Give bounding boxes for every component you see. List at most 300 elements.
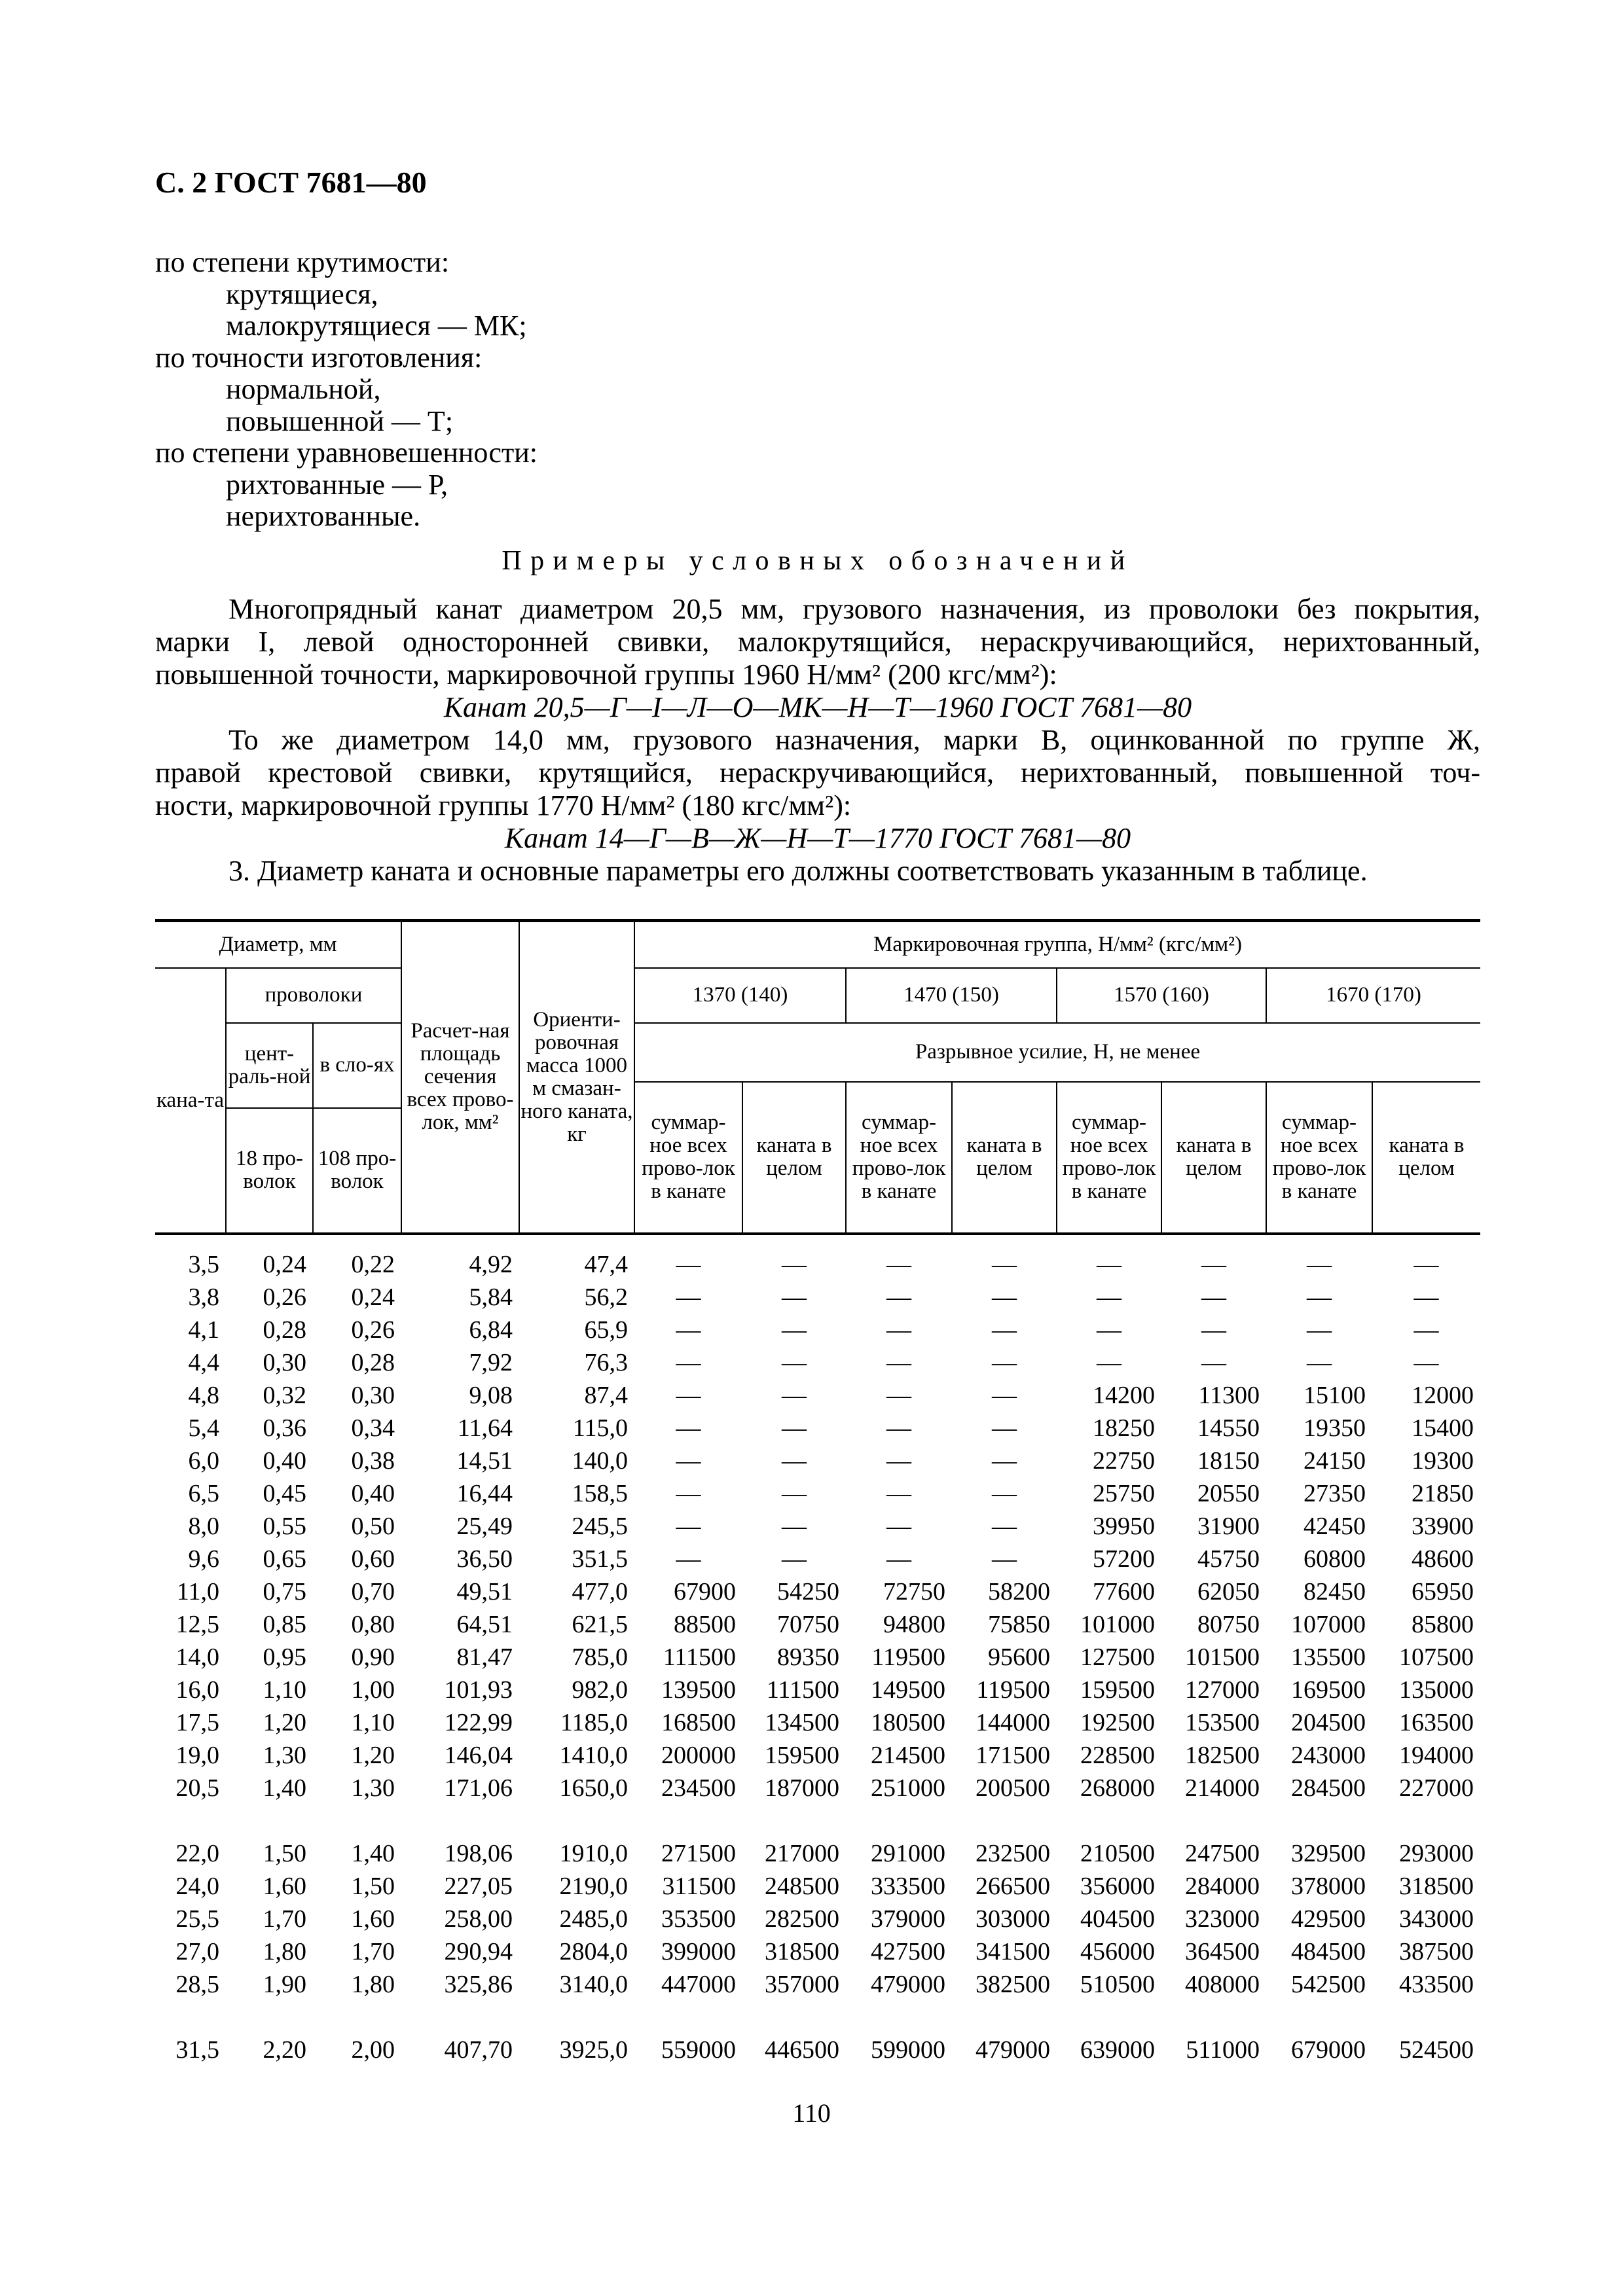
header-sum-wires: суммар-ное всех прово-лок в канате [1266,1082,1372,1234]
classification-item: повышенной — Т; [226,404,454,437]
table-cell: — [782,1513,807,1540]
table-cell: — [782,1545,807,1573]
table-cell: 1,60 [263,1873,306,1900]
header-area: Расчет-ная площадь сечения всех прово-лок, мм² [401,921,519,1234]
table-cell: — [1201,1349,1226,1376]
table-cell: — [992,1382,1017,1409]
table-cell: 408000 [1185,1971,1260,1998]
table-cell: 194000 [1399,1742,1474,1769]
table-cell: — [1201,1316,1226,1344]
table-cell: 20550 [1197,1480,1260,1507]
table-cell: 477,0 [572,1578,628,1605]
table-cell: 0,26 [263,1283,306,1311]
table-cell: — [886,1414,911,1442]
table-cell: 169500 [1291,1676,1366,1704]
header-sum-wires: суммар-ное всех прово-лок в канате [846,1082,952,1234]
table-cell: 0,95 [263,1643,306,1671]
table-cell: 387500 [1399,1938,1474,1965]
table-cell: 510500 [1080,1971,1155,1998]
spacer-cell [155,1804,1480,1837]
table-cell: 479000 [976,2036,1050,2064]
table-cell: — [782,1349,807,1376]
table-cell: 45750 [1197,1545,1260,1573]
table-cell: 15400 [1412,1414,1474,1442]
table-cell: — [1097,1251,1122,1278]
table-cell: — [1307,1349,1332,1376]
table-cell: 1,40 [351,1840,395,1867]
table-cell: 115,0 [572,1414,628,1442]
header-rope-whole: каната в целом [1372,1082,1480,1234]
table-cell: 1,80 [263,1938,306,1965]
table-cell: 433500 [1399,1971,1474,1998]
table-cell: 163500 [1399,1709,1474,1736]
table-cell: 9,08 [469,1382,513,1409]
table-cell: 318500 [1399,1873,1474,1900]
table-cell: 22750 [1093,1447,1155,1475]
table-cell: — [782,1283,807,1311]
table-cell: 168500 [661,1709,736,1736]
table-cell: — [1307,1251,1332,1278]
table-cell: — [1307,1316,1332,1344]
table-cell: 47,4 [584,1251,628,1278]
table-header [155,919,1480,1235]
table-cell: 303000 [976,1905,1050,1933]
table-cell: — [886,1349,911,1376]
table-cell: 140,0 [572,1447,628,1475]
table-cell: 65950 [1412,1578,1474,1605]
header-marking-group: Маркировочная группа, Н/мм² (кгс/мм²) [634,921,1480,968]
designation-example-1: Канат 20,5—Г—I—Л—О—МК—Н—Т—1960 ГОСТ 7681—80 [443,691,1192,723]
table-cell: 25750 [1093,1480,1155,1507]
table-cell: 599000 [871,2036,945,2064]
table-cell: — [676,1545,701,1573]
table-cell: 479000 [871,1971,945,1998]
table-cell: 14,51 [456,1447,513,1475]
header-group-1470: 1470 (150) [846,968,1057,1023]
table-cell: 4,8 [188,1382,219,1409]
table-cell: 19350 [1304,1414,1366,1442]
table-cell: 511000 [1186,2036,1260,2064]
table-cell: 14,0 [175,1643,219,1671]
paragraph-line: повышенной точности, маркировочной группы 1960 Н/мм² (200 кгс/мм²): [155,658,1057,691]
paragraph-line: То же диаметром 14,0 мм, грузового назначения, марки В, оцинкованной по группе Ж, [228,724,1480,756]
table-cell: 9,6 [188,1545,219,1573]
table-cell: 1650,0 [559,1774,628,1802]
table-cell: 251000 [871,1774,945,1802]
table-cell: — [992,1447,1017,1475]
table-cell: 18250 [1093,1414,1155,1442]
table-cell: 404500 [1080,1905,1155,1933]
table-cell: 0,26 [351,1316,395,1344]
table-cell: 4,4 [188,1349,219,1376]
table-row [155,1608,1480,1641]
table-cell: 0,40 [263,1447,306,1475]
table-cell: 171,06 [444,1774,513,1802]
table-cell: 293000 [1399,1840,1474,1867]
table-cell: 0,24 [351,1283,395,1311]
table-cell: — [1413,1283,1439,1311]
table-cell: 3140,0 [559,1971,628,1998]
header-mass: Ориенти-ровочная масса 1000 м смазан-ного каната, кг [519,921,634,1234]
table-cell: 149500 [871,1676,945,1704]
table-cell: 559000 [661,2036,736,2064]
table-cell: 0,38 [351,1447,395,1475]
table-cell: — [676,1382,701,1409]
table-cell: 399000 [661,1938,736,1965]
table-cell: — [782,1382,807,1409]
table-cell: 16,44 [456,1480,513,1507]
table-row [155,1477,1480,1510]
table-cell: 31,5 [175,2036,219,2064]
table-cell: 0,55 [263,1513,306,1540]
table-cell: 204500 [1291,1709,1366,1736]
header-diameter: Диаметр, мм [155,921,401,968]
table-cell: 0,70 [351,1578,395,1605]
table-cell: 3,5 [188,1251,219,1278]
table-cell: 57200 [1093,1545,1155,1573]
table-cell: 1,50 [351,1873,395,1900]
table-cell: 1,10 [351,1709,395,1736]
classification-item: по степени уравновешенности: [155,437,538,469]
table-cell: — [992,1545,1017,1573]
table-cell: 228500 [1080,1742,1155,1769]
header-group-1370: 1370 (140) [634,968,846,1023]
table-cell: 11,0 [176,1578,219,1605]
table-cell: 95600 [988,1643,1050,1671]
table-cell: 31900 [1197,1513,1260,1540]
classification-item: нормальной, [226,373,381,405]
table-cell: 323000 [1185,1905,1260,1933]
spacer-row [155,2001,1480,2034]
header-108-wires: 108 про-волок [313,1108,401,1234]
table-cell: 6,5 [188,1480,219,1507]
table-cell: 1,30 [351,1774,395,1802]
page-header: С. 2 ГОСТ 7681—80 [155,166,427,199]
table-cell: 0,28 [351,1349,395,1376]
table-cell: 214000 [1185,1774,1260,1802]
table-cell: 333500 [871,1873,945,1900]
table-cell: 65,9 [584,1316,628,1344]
table-cell: 0,32 [263,1382,306,1409]
table-cell: 1410,0 [559,1742,628,1769]
table-cell: 180500 [871,1709,945,1736]
table-row [155,1412,1480,1444]
table-cell: 49,51 [456,1578,513,1605]
table-cell: 446500 [765,2036,839,2064]
table-cell: 139500 [661,1676,736,1704]
header-group-1570: 1570 (160) [1057,968,1266,1023]
table-cell: 28,5 [175,1971,219,1998]
table-cell: 0,28 [263,1316,306,1344]
table-cell: 353500 [661,1905,736,1933]
table-row [155,1248,1480,1281]
table-cell: 4,1 [188,1316,219,1344]
table-cell: 290,94 [444,1938,513,1965]
table-cell: 17,5 [175,1709,219,1736]
table-body [155,1248,1480,2066]
table-cell: — [782,1316,807,1344]
table-cell: — [1201,1251,1226,1278]
classification-item: по точности изготовления: [155,341,483,374]
table-cell: 135500 [1291,1643,1366,1671]
table-cell: 0,36 [263,1414,306,1442]
table-cell: 171500 [976,1742,1050,1769]
table-cell: 232500 [976,1840,1050,1867]
section-title: Примеры условных обозначений [501,546,1134,576]
table-cell: 1,40 [263,1774,306,1802]
table-cell: 36,50 [456,1545,513,1573]
table-cell: — [676,1480,701,1507]
table-cell: 0,65 [263,1545,306,1573]
table-cell: 5,84 [469,1283,513,1311]
table-cell: — [886,1480,911,1507]
table-row [155,1706,1480,1739]
table-cell: 77600 [1093,1578,1155,1605]
table-cell: 81,47 [456,1643,513,1671]
table-cell: 42450 [1304,1513,1366,1540]
table-cell: — [1201,1283,1226,1311]
table-cell: 64,51 [456,1611,513,1638]
table-cell: 127000 [1185,1676,1260,1704]
table-cell: 1,70 [263,1905,306,1933]
table-cell: 6,0 [188,1447,219,1475]
table-cell: 266500 [976,1873,1050,1900]
table-cell: 15100 [1304,1382,1366,1409]
table-cell: 8,0 [188,1513,219,1540]
table-row [155,1772,1480,1804]
table-cell: 27,0 [175,1938,219,1965]
table-cell: — [886,1382,911,1409]
table-cell: 1185,0 [560,1709,628,1736]
table-row [155,1346,1480,1379]
header-breaking-force: Разрывное усилие, Н, не менее [634,1023,1480,1082]
paragraph-3: 3. Диаметр каната и основные параметры его должны соответствовать указанным в таблице. [228,855,1368,887]
table-cell: — [676,1349,701,1376]
classification-item: крутящиеся, [226,278,378,310]
table-cell: 158,5 [572,1480,628,1507]
table-row [155,2034,1480,2066]
table-cell: 70750 [777,1611,839,1638]
designation-example-2: Канат 14—Г—В—Ж—Н—Т—1770 ГОСТ 7681—80 [504,822,1131,854]
table-cell: 119500 [871,1643,945,1671]
table-cell: 107500 [1399,1643,1474,1671]
table-cell: 1,60 [351,1905,395,1933]
table-cell: — [992,1513,1017,1540]
table-cell: — [992,1283,1017,1311]
table-cell: — [886,1447,911,1475]
table-cell: — [676,1447,701,1475]
table-cell: 356000 [1080,1873,1155,1900]
table-cell: 1,20 [263,1709,306,1736]
table-cell: 227,05 [444,1873,513,1900]
table-cell: 80750 [1197,1611,1260,1638]
table-cell: 88500 [674,1611,736,1638]
table-cell: 407,70 [444,2036,513,2064]
table-cell: 2,20 [263,2036,306,2064]
table-cell: 1910,0 [559,1840,628,1867]
table-cell: — [1097,1283,1122,1311]
table-cell: 159500 [1080,1676,1155,1704]
header-central: цент-раль-ной [226,1023,313,1108]
table-cell: 39950 [1093,1513,1155,1540]
table-cell: 48600 [1412,1545,1474,1573]
header-group-1670: 1670 (170) [1266,968,1480,1023]
table-cell: 284000 [1185,1873,1260,1900]
table-cell: 318500 [765,1938,839,1965]
table-cell: 378000 [1291,1873,1366,1900]
table-cell: 33900 [1412,1513,1474,1540]
table-cell: 134500 [765,1709,839,1736]
table-cell: 24150 [1304,1447,1366,1475]
table-cell: 0,30 [263,1349,306,1376]
header-18-wires: 18 про-волок [226,1108,313,1234]
table-cell: 25,49 [456,1513,513,1540]
table-cell: 0,50 [351,1513,395,1540]
classification-item: нерихтованные. [226,500,421,532]
table-cell: — [886,1545,911,1573]
table-cell: 325,86 [444,1971,513,1998]
table-cell: 484500 [1291,1938,1366,1965]
table-cell: — [676,1283,701,1311]
table-cell: 785,0 [572,1643,628,1671]
table-cell: — [676,1414,701,1442]
table-cell: 329500 [1291,1840,1366,1867]
table-cell: 2190,0 [559,1873,628,1900]
table-cell: 427500 [871,1938,945,1965]
page-number: 110 [792,2098,831,2128]
table-cell: 101,93 [444,1676,513,1704]
table-cell: 24,0 [175,1873,219,1900]
table-cell: 25,5 [175,1905,219,1933]
table-row [155,1575,1480,1608]
table-cell: 1,80 [351,1971,395,1998]
table-cell: 87,4 [584,1382,628,1409]
table-cell: 72750 [883,1578,945,1605]
table-cell: 135000 [1399,1676,1474,1704]
spacer-cell [155,2001,1480,2034]
table-cell: 1,00 [351,1676,395,1704]
table-cell: 311500 [662,1873,736,1900]
table-cell: 456000 [1080,1938,1155,1965]
table-cell: 11,64 [457,1414,513,1442]
spacer-row [155,1804,1480,1837]
table-cell: 343000 [1399,1905,1474,1933]
table-cell: — [782,1480,807,1507]
table-cell: 7,92 [469,1349,513,1376]
table-row [155,1281,1480,1314]
table-cell: 447000 [661,1971,736,1998]
table-cell: 210500 [1080,1840,1155,1867]
table-cell: 1,50 [263,1840,306,1867]
table-cell: 2485,0 [559,1905,628,1933]
table-cell: 6,84 [469,1316,513,1344]
table-cell: 67900 [674,1578,736,1605]
table-cell: 14200 [1093,1382,1155,1409]
paragraph-line: правой крестовой свивки, крутящийся, нераскручивающийся, нерихтованный, повышенной точ- [155,757,1480,789]
table-cell: — [1097,1316,1122,1344]
table-cell: 60800 [1304,1545,1366,1573]
table-cell: 291000 [871,1840,945,1867]
header-wires: проволоки [226,968,401,1023]
table-cell: 357000 [765,1971,839,1998]
classification-item: малокрутящиеся — МК; [226,310,527,342]
table-cell: 127500 [1080,1643,1155,1671]
table-row [155,1968,1480,2001]
table-cell: — [1097,1349,1122,1376]
table-cell: — [992,1414,1017,1442]
table-cell: 159500 [765,1742,839,1769]
table-cell: 245,5 [572,1513,628,1540]
table-cell: — [782,1251,807,1278]
table-cell: 58200 [988,1578,1050,1605]
table-cell: — [992,1251,1017,1278]
table-cell: 119500 [976,1676,1050,1704]
table-cell: 20,5 [175,1774,219,1802]
table-cell: 200500 [976,1774,1050,1802]
table-cell: 1,30 [263,1742,306,1769]
table-cell: 111500 [766,1676,839,1704]
table-cell: 19,0 [175,1742,219,1769]
table-cell: 0,90 [351,1643,395,1671]
table-cell: 56,2 [584,1283,628,1311]
table-row [155,1739,1480,1772]
table-cell: 248500 [765,1873,839,1900]
table-cell: 1,90 [263,1971,306,1998]
table-cell: 0,34 [351,1414,395,1442]
table-cell: 282500 [765,1905,839,1933]
table-cell: 0,75 [263,1578,306,1605]
table-cell: 379000 [871,1905,945,1933]
table-row [155,1870,1480,1903]
table-row [155,1379,1480,1412]
table-cell: 1,70 [351,1938,395,1965]
table-cell: — [886,1283,911,1311]
table-cell: 0,40 [351,1480,395,1507]
table-cell: 85800 [1412,1611,1474,1638]
table-cell: 247500 [1185,1840,1260,1867]
table-row [155,1837,1480,1870]
classification-list [155,247,538,533]
table-cell: 214500 [871,1742,945,1769]
table-cell: 0,24 [263,1251,306,1278]
table-cell: 107000 [1291,1611,1366,1638]
table-cell: 75850 [988,1611,1050,1638]
table-cell: 982,0 [572,1676,628,1704]
table-cell: 144000 [976,1709,1050,1736]
table-cell: 14550 [1197,1414,1260,1442]
table-cell: 12,5 [175,1611,219,1638]
table-cell: 198,06 [444,1840,513,1867]
table-cell: 382500 [976,1971,1050,1998]
table-cell: 76,3 [584,1349,628,1376]
table-cell: — [1413,1251,1439,1278]
examples-block [155,593,1480,888]
table-cell: — [1307,1283,1332,1311]
table-row [155,1444,1480,1477]
table-cell: 62050 [1197,1578,1260,1605]
table-row [155,1903,1480,1935]
table-cell: — [676,1513,701,1540]
header-rope-whole: каната в целом [952,1082,1057,1234]
table-cell: 2,00 [351,2036,395,2064]
table-cell: — [886,1513,911,1540]
table-cell: 217000 [765,1840,839,1867]
table-cell: 89350 [777,1643,839,1671]
table-cell: 0,85 [263,1611,306,1638]
table-cell: 3,8 [188,1283,219,1311]
table-cell: 3925,0 [559,2036,628,2064]
table-cell: 364500 [1185,1938,1260,1965]
